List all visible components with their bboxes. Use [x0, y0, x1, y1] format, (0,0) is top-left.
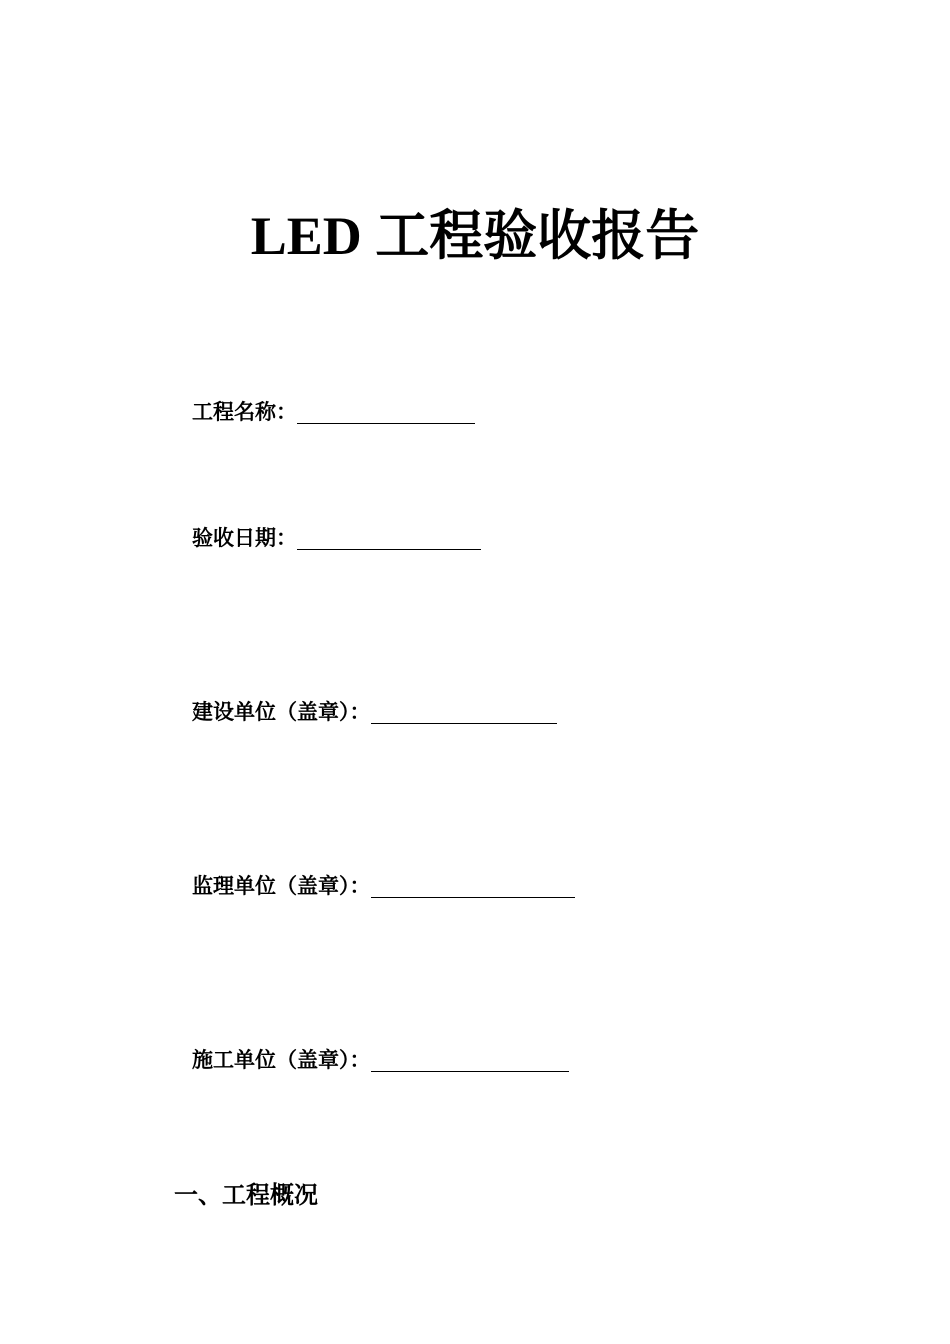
construction-owner-blank[interactable] [371, 699, 557, 724]
project-name-label: 工程名称： [192, 399, 297, 424]
contractor-field [192, 1044, 569, 1074]
construction-owner-label: 建设单位（盖章）： [192, 699, 371, 724]
project-name-blank[interactable] [297, 399, 475, 424]
acceptance-date-field [192, 522, 481, 552]
supervision-unit-field [192, 870, 575, 900]
report-title: LED 工程验收报告 [250, 206, 700, 266]
supervision-unit-blank[interactable] [371, 873, 575, 898]
section-heading-project-overview: 一、工程概况 [174, 1180, 318, 1209]
acceptance-date-blank[interactable] [297, 525, 481, 550]
project-name-field [192, 396, 475, 426]
construction-owner-field [192, 696, 557, 726]
contractor-blank[interactable] [371, 1047, 569, 1072]
supervision-unit-label: 监理单位（盖章）： [192, 873, 371, 898]
contractor-label: 施工单位（盖章）： [192, 1047, 371, 1072]
acceptance-date-label: 验收日期： [192, 525, 297, 550]
